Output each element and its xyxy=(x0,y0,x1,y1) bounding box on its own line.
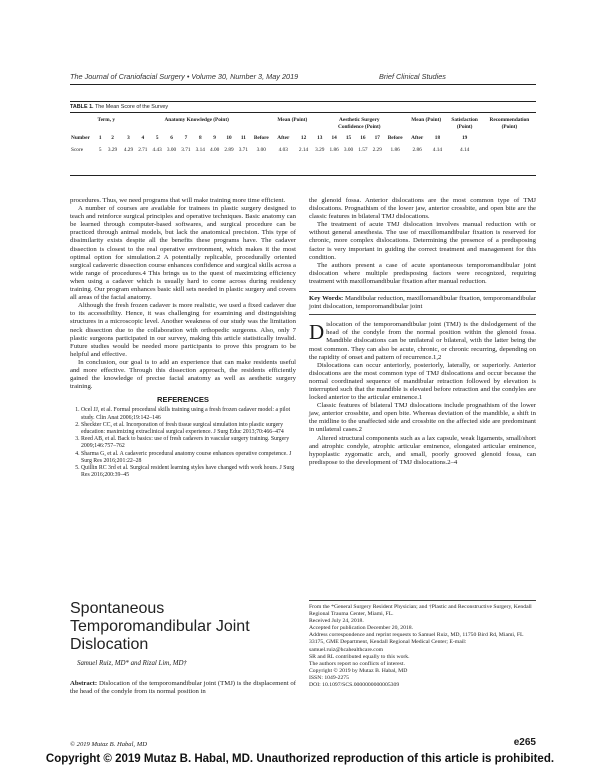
footer-copyright: © 2019 Mutaz B. Habal, MD xyxy=(70,741,147,748)
table-cell: 3.00 xyxy=(343,146,354,153)
table-bottom-rule xyxy=(70,175,536,176)
survey-table xyxy=(70,117,536,153)
table-cell: 2.86 xyxy=(412,146,422,153)
mean1-header: Mean (Point) xyxy=(277,117,308,123)
table-cell: 4.03 xyxy=(278,146,288,153)
right-column xyxy=(309,197,536,467)
column-header: 5 xyxy=(155,135,159,142)
column-header: 8 xyxy=(198,135,202,142)
column-header: 1 xyxy=(98,135,102,142)
column-header: 18 xyxy=(434,135,441,142)
reference-item: 5. Quillin RC 3rd et al. Surgical resident learning styles have changed with work hours. J Surg Res 2016;200:39–45 xyxy=(81,465,296,479)
table-cell: 3.71 xyxy=(181,146,191,153)
references-list xyxy=(70,407,296,479)
table-cell: 3.29 xyxy=(107,146,118,153)
footnote: Address correspondence and reprint requests to Samuel Ruiz, MD, 11750 Bird Rd, Miami, FL 33175, GME Department, Kendall Regional Medical Center; E-mail: samuel.ruiz@hcahealthcare.com xyxy=(309,632,524,653)
recommendation-header: Recommendation (Point) xyxy=(489,117,530,130)
table-cell: 3.00 xyxy=(256,146,266,153)
journal-name: The Journal of Craniofacial Surgery xyxy=(70,72,185,81)
table-cell: 2.71 xyxy=(138,146,148,153)
reference-item: 4. Sharma G, et al. A cadaveric procedural anatomy course enhances operative competence. J Surg Res 2016;201:22–28 xyxy=(81,451,296,465)
table-row xyxy=(70,147,536,154)
aesthetic-header: Aesthetic Surgery Confidence (Point) xyxy=(338,117,381,130)
column-header: After xyxy=(277,135,290,142)
footnote: From the *General Surgery Resident Physician; and †Plastic and Reconstructive Surgery, Kendall Regional Trauma Center, Miami, FL. xyxy=(309,604,532,618)
table-top-rule xyxy=(70,101,536,102)
abstract-paragraph: The authors present a case of acute spontaneous temporomandibular joint dislocation where multiple predisposing factors were recognized, requiring treatment with maxillomandibular fixation after manual reduction. xyxy=(309,261,536,285)
column-header: 9 xyxy=(213,135,216,142)
body-paragraph: In conclusion, our goal is to add an experience that can make residents useful and more effective. Through this dissection approach, the residents efficiently gained the knowledge of precise facial anatomy as well as aesthetic surgery training. xyxy=(70,358,296,391)
abstract-label: Abstract: xyxy=(70,680,98,687)
body-paragraph: Dislocations can occur anteriorly, posteriorly, laterally, or superiorly. Anterior dislocations are the most common type of TMJ dislocations and occur because the normal coordinated sequence of mandibular retraction followed by elevation is interrupted such that the mandible is elevated before retraction and the condyles are locked anterior to the articular eminence.1 xyxy=(309,361,536,402)
term-header: Term, y xyxy=(97,117,115,123)
table-cell: 3.71 xyxy=(238,146,248,153)
table-caption-rule xyxy=(70,112,536,113)
keywords-text: Mandibular reduction, maxillomandibular fixation, temporomandibular joint dislocation, temporomandibular joint xyxy=(309,295,537,311)
table-cell: 4.14 xyxy=(432,146,443,153)
references-heading: REFERENCES xyxy=(157,395,209,405)
table-cell: 3.14 xyxy=(195,146,205,153)
footnote: The authors report no conflicts of interest. xyxy=(309,660,405,667)
abstract-paragraph: The treatment of acute TMJ dislocation involves manual reduction with or without general anesthesia. The use of maxillomandibular fixation is reserved for chronic, more complex dislocations. Determining the presence of a predisposing factor is very important in guiding the correct treatment and management for this condition. xyxy=(309,221,536,261)
column-header: 2 xyxy=(111,135,114,142)
table-cell: 2.29 xyxy=(372,146,382,153)
table-group-header-row xyxy=(70,117,536,130)
table-column-header-row xyxy=(70,135,536,142)
table-cell: 1.57 xyxy=(358,146,368,153)
column-header: After xyxy=(411,135,424,142)
authors: Samuel Ruiz, MD* and Rizal Lim, MD† xyxy=(77,660,187,667)
mean2-header: Mean (Point) xyxy=(411,117,442,123)
left-column xyxy=(70,197,296,479)
column-header: Before xyxy=(387,135,403,142)
column-header: 19 xyxy=(461,135,468,142)
dropcap: D xyxy=(309,320,325,345)
table-cell: 2.14 xyxy=(298,146,309,153)
table-cell: 1.86 xyxy=(390,146,400,153)
copyright-notice: Copyright © 2019 Mutaz B. Habal, MD. Unauthorized reproduction of this article is prohibited. xyxy=(45,753,555,765)
abstract xyxy=(70,680,296,696)
column-header: Number xyxy=(71,135,90,142)
table-cell: Score xyxy=(71,146,84,153)
table-cell: 2.89 xyxy=(224,146,234,153)
abstract-text: Dislocation of the temporomandibular joint (TMJ) is the displacement of the head of the condyle from its normal position in xyxy=(70,680,296,696)
table-cell: 4.43 xyxy=(152,146,162,153)
volume-info: Volume 30, Number 3, May 2019 xyxy=(191,72,299,81)
table-cell: 3.29 xyxy=(315,146,325,153)
table-cell: 5 xyxy=(98,146,102,153)
column-header: 16 xyxy=(360,135,366,142)
column-header: Before xyxy=(253,135,269,142)
column-header: 17 xyxy=(374,135,380,142)
intro-paragraph: Dislocation of the temporomandibular joint (TMJ) is the dislodgement of the head of the condyle from the normal position within the glenoid fossa. Mandible dislocations can be unilateral or bilateral, with the latter being the most common. They can also be acute, chronic, or chronic recurring, depending on the rapidity of onset and pattern of recurrence.1,2 xyxy=(309,320,536,361)
body-paragraph: procedures. Thus, we need programs that will make training more time efficient. xyxy=(70,197,286,204)
reference-item: 2. Sheckter CC, et al. Incorporation of fresh tissue surgical simulation into plastic surgery education: maximizing extraclinical surgical experience. J Surg Educ 2013;70:466–474 xyxy=(81,422,296,436)
column-header: 7 xyxy=(184,135,188,142)
anatomy-header: Anatomy Knowledge (Point) xyxy=(164,117,229,123)
column-header: 10 xyxy=(226,135,232,142)
table-caption xyxy=(70,104,168,110)
footnote: SR and RL contributed equally to this work. xyxy=(309,653,410,660)
footnote: DOI: 10.1097/SCS.0000000000005309 xyxy=(309,682,400,689)
reference-item: 1. Ocel JJ, et al. Formal procedural skills training using a fresh frozen cadaver model: a pilot study. Clin Anat 2006;19:142–146 xyxy=(81,407,296,421)
body-paragraph: Classic features of bilateral TMJ dislocations include prognathism of the lower jaw, anterior crossbite, and open bite. Whereas deviation of the mandible, a shift in the midline to the unaffected side and crossbite on the affected side are predominant in unilateral cases.2 xyxy=(309,402,536,434)
table-cell: 4.29 xyxy=(123,146,134,153)
column-header: 15 xyxy=(345,135,352,142)
footnote: ISSN: 1049-2275 xyxy=(309,674,349,681)
header-bullet: • xyxy=(186,72,190,81)
satisfaction-header: Satisfaction (Point) xyxy=(451,117,478,130)
article-title: Spontaneous Temporomandibular Joint Dislocation xyxy=(70,600,250,654)
section-name: Brief Clinical Studies xyxy=(379,72,446,81)
column-header: 13 xyxy=(317,135,323,142)
footnote: Copyright © 2019 by Mutaz B. Habal, MD xyxy=(309,667,408,674)
column-header: 6 xyxy=(170,135,173,142)
footnote: Accepted for publication December 20, 2018. xyxy=(309,625,414,632)
column-header: 4 xyxy=(141,135,145,142)
keywords xyxy=(309,291,536,315)
column-header: 11 xyxy=(240,135,246,142)
column-header: 3 xyxy=(127,135,130,142)
keywords-label: Key Words: xyxy=(309,295,344,303)
footnotes xyxy=(309,600,536,689)
body-paragraph: Altered structural components such as a lax capsule, weak ligaments, small/short and atrophic condyle, atrophic articular eminence, elongated articular eminence, hypoplastic zygomatic arch, and small, poorly grooved glenoid fossa, can predispose to the development of TMJ dislocations.2–4 xyxy=(309,434,536,466)
table-cell: 4.00 xyxy=(209,146,220,153)
column-header: 14 xyxy=(331,135,337,142)
page-number: e265 xyxy=(513,737,536,748)
body-paragraph: A number of courses are available for trainees in plastic surgery designed to teach and reinforce surgical principles and operative techniques. Basic anatomy can be learned through computer-based softwares, and surgical procedure can be practiced through animal models, but lack the anatomical precision. This type of dissimilarity exists despite all the benefits these programs have. The cadaver dissection is closest to the real operative environment, which makes it the most optimal option for simulation.2 A potentially replicable, procedurally oriented surgical cadaveric dissection course enhances confidence and surgical skills across a wide range of procedures.4 This brings us to the quest of maximizing efficiency when using a cadaver which is usually hard to come across during residency training. Our program enhances basic skill sets needed in plastic surgery and covers all areas of the facial anatomy. xyxy=(70,205,296,302)
table-number: TABLE 1. xyxy=(70,104,94,110)
table-cell: 3.00 xyxy=(166,146,177,153)
reference-item: 3. Reed AB, et al. Back to basics: use of fresh cadavers in vascular surgery training. Surgery 2009;146:757–762 xyxy=(81,436,296,450)
running-header xyxy=(70,72,536,81)
table-title: The Mean Score of the Survey xyxy=(94,104,169,110)
header-rule xyxy=(70,84,536,85)
footnote: Received July 24, 2018. xyxy=(309,618,364,625)
table-cell: 4.14 xyxy=(459,146,470,153)
column-header: 12 xyxy=(300,135,307,142)
body-paragraph: Although the fresh frozen cadaver is more realistic, we used a fixed cadaver due to its accessibility. Hence, it was challenging for examining and distinguishing structures in a microscopic level. Another weakness of our study was the limitation neck dissection due to the collaboration with orthopedic surgeons. Also, only 7 plastic surgeons participated in our survey, making this article statistically invalid. Future studies would be needed more participants to prove this program to be helpful and effective. xyxy=(70,302,296,358)
table-cell: 1.86 xyxy=(329,146,339,153)
abstract-continued: the glenoid fossa. Anterior dislocations are the most common type of TMJ dislocations. Prognathism of the lower jaw, anterior crossbite, and open bite are the classic features in bilateral TMJ dislocations. xyxy=(309,197,536,221)
